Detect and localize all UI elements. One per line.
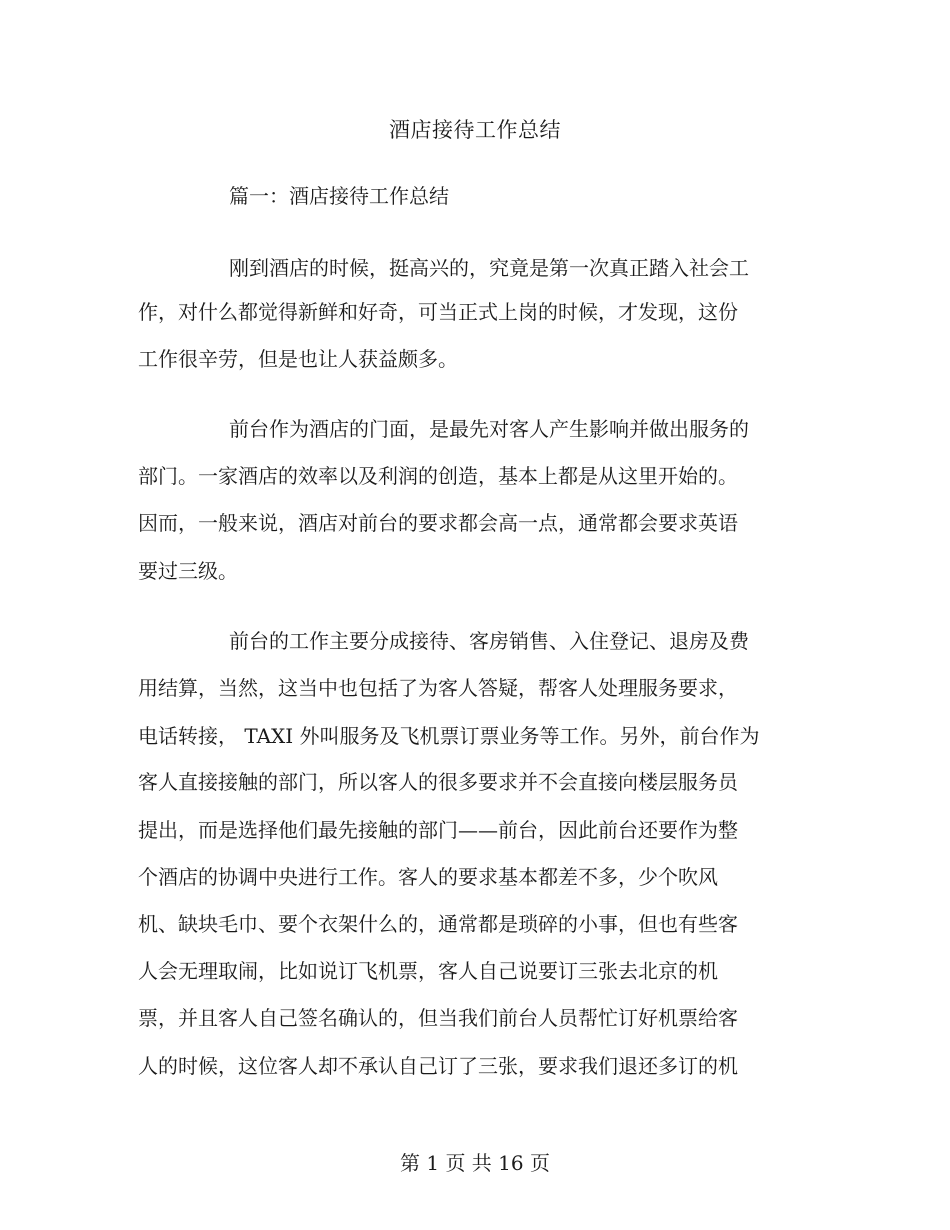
paragraph-3-line-1: 前台的工作主要分成接待、客房销售、入住登记、退房及费 [229, 629, 749, 653]
paragraph-2-line-1: 前台作为酒店的门面，是最先对客人产生影响并做出服务的 [229, 417, 749, 441]
paragraph-3-line-3: 电话转接， TAXI 外叫服务及飞机票订票业务等工作。另外，前台作为 [138, 724, 760, 748]
paragraph-3-line-5: 提出，而是选择他们最先接触的部门——前台，因此前台还要作为整 [138, 818, 738, 842]
paragraph-3-line-10: 人的时候，这位客人却不承认自己订了三张，要求我们退还多订的机 [138, 1054, 738, 1078]
paragraph-3-line-9: 票，并且客人自己签名确认的，但当我们前台人员帮忙订好机票给客 [138, 1006, 738, 1030]
page-number-footer: 第 1 页 共 16 页 [400, 1151, 550, 1175]
document-title: 酒店接待工作总结 [389, 118, 561, 142]
paragraph-3-line-4: 客人直接接触的部门，所以客人的很多要求并不会直接向楼层服务员 [138, 770, 738, 794]
section-heading: 篇一：酒店接待工作总结 [229, 184, 449, 208]
paragraph-1-line-2: 作，对什么都觉得新鲜和好奇，可当正式上岗的时候，才发现，这份 [138, 300, 738, 324]
paragraph-3-line-8: 人会无理取闹，比如说订飞机票，客人自己说要订三张去北京的机 [138, 959, 718, 983]
paragraph-1-line-3: 工作很辛劳，但是也让人获益颇多。 [138, 347, 458, 371]
paragraph-2-line-2: 部门。一家酒店的效率以及利润的创造，基本上都是从这里开始的。 [138, 464, 738, 488]
paragraph-3-line-6: 个酒店的协调中央进行工作。客人的要求基本都差不多，少个吹风 [138, 865, 718, 889]
paragraph-3-line-7: 机、缺块毛巾、要个衣架什么的，通常都是琐碎的小事，但也有些客 [138, 912, 738, 936]
paragraph-2-line-4: 要过三级。 [138, 559, 238, 583]
paragraph-3-line-2: 用结算，当然，这当中也包括了为客人答疑，帮客人处理服务要求， [138, 676, 738, 700]
paragraph-1-line-1: 刚到酒店的时候，挺高兴的，究竟是第一次真正踏入社会工 [229, 256, 749, 280]
paragraph-2-line-3: 因而，一般来说，酒店对前台的要求都会高一点，通常都会要求英语 [138, 511, 738, 535]
